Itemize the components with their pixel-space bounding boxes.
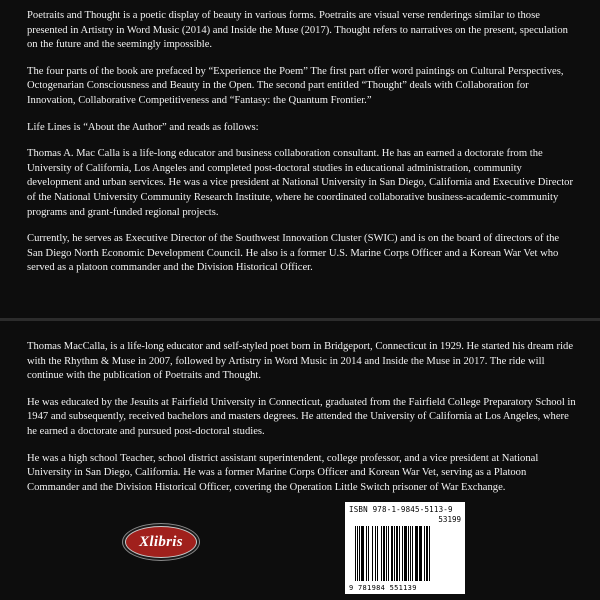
author-intro-paragraph: Thomas MacCalla, is a life-long educator and self-styled poet born in Bridgeport, Connecticut in 1929. He started his dream ride with the Rhythm & Muse in 2007, followed by Artistry in Word Music in 2014 and Inside the Muse in 2017. The ride will continue with the publication of Poetraits and Thought.	[27, 341, 574, 382]
author-bio-paragraph: Thomas A. Mac Calla is a life-long educator and business collaboration consultant. He has an earned a doctorate from the University of California, Los Angeles and completed post-doctoral studies in educational administration, community development and urban services. He was a vice president at National University in San Diego, California and Executive Director of the National University Community Research Institute, where he coordinated collaborative business-academic-community programs and grant-funded regional projects.	[27, 148, 573, 218]
publisher-logo-text: Xlibris	[139, 533, 183, 550]
barcode-digits: 9 781984 551139	[349, 584, 417, 592]
section-divider	[0, 318, 600, 321]
isbn-text: ISBN 978-1-9845-5113-9	[349, 505, 453, 514]
current-role-paragraph: Currently, he serves as Executive Director of the Southwest Innovation Cluster (SWIC) and is on the board of directors of the San Diego North Economic Development Council. He also is a former U.S. Marine Corps Officer and a Korean War Vet who served as a platoon commander and the Division Historical Officer.	[27, 233, 560, 274]
education-paragraph: He was educated by the Jesuits at Fairfield University in Connecticut, graduated from the Fairfield College Preparatory School in 1947 and subsequently, received bachelors and masters degrees. He attended the University of California at Los Angeles, where he earned a doctorate and pursued post-doctoral studies.	[27, 396, 576, 437]
price-code: 53199	[438, 515, 461, 524]
barcode-bars	[355, 526, 457, 581]
isbn-barcode	[345, 502, 465, 594]
author-section	[27, 340, 577, 507]
parts-paragraph: The four parts of the book are prefaced by “Experience the Poem” The first part offer word paintings on Cultural Perspectives, Octogenarian Consciousness and Beauty in the Open. The second part entitled “Thought” deals with Collaboration for Innovation, Collaborative Competitiveness and “Fantasy: the Quantum Frontier.”	[27, 65, 564, 106]
publisher-logo	[125, 526, 197, 558]
career-paragraph: He was a high school Teacher, school district assistant superintendent, college professor, and a vice president at National University in San Diego, California. He was a former Marine Corps Officer and Korean War Vet, serving as a Platoon Commander and the Division Historical Officer, covering the Operation Little Switch prisoner of War Exchange.	[27, 452, 539, 493]
life-lines-paragraph: Life Lines is “About the Author” and reads as follows:	[27, 121, 259, 133]
intro-paragraph: Poetraits and Thought is a poetic display of beauty in various forms. Poetraits are visual verse renderings similar to those presented in Artistry in Word Music (2014) and Inside the Muse (2017). Thought refers to narratives on the present, speculation on the future and the seemingly impossible.	[27, 10, 568, 51]
description-section	[27, 9, 577, 288]
